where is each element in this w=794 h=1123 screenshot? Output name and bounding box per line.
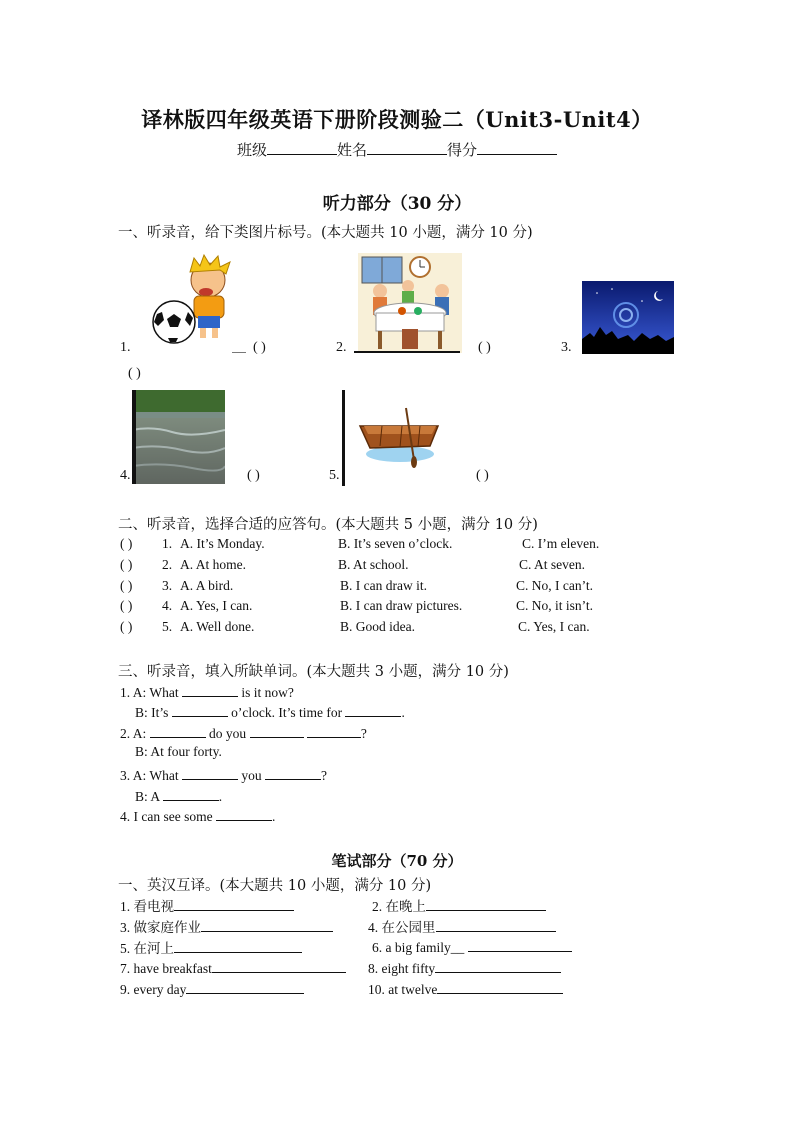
part3-line-4: 4. I can see some . — [120, 806, 275, 825]
part2-row-4-b: B. I can draw pictures. — [340, 598, 463, 613]
part3-blank-3[interactable] — [345, 702, 401, 717]
part2-row-5-b: B. Good idea. — [340, 619, 415, 634]
part2-row-4-num: 4. — [162, 598, 173, 613]
translate-item-8: 8. eight fifty — [368, 958, 561, 977]
translate-blank-1[interactable] — [174, 896, 294, 911]
part2-row-2-paren[interactable]: ( ) — [120, 557, 133, 572]
part2-row-2-b: B. At school. — [338, 557, 409, 572]
translate-blank-4[interactable] — [436, 917, 556, 932]
translate-blank-6[interactable] — [468, 937, 572, 952]
picture-3-number: 3. — [561, 340, 572, 355]
part3-blank-2[interactable] — [172, 702, 228, 717]
translate-blank-3[interactable] — [201, 917, 333, 932]
student-info-line — [0, 139, 794, 160]
part2-row-1-c: C. I’m eleven. — [522, 536, 600, 551]
translate-blank-5[interactable] — [174, 938, 302, 953]
part3-blank-10[interactable] — [216, 806, 272, 821]
part2-row-5-paren[interactable]: ( ) — [120, 619, 133, 634]
picture-1-answer[interactable]: ( ) — [253, 340, 266, 355]
part2-row-5-c: C. Yes, I can. — [518, 619, 590, 634]
translate-blank-7[interactable] — [212, 958, 346, 973]
translate-item-4: 4. 在公园里 — [368, 916, 556, 936]
picture-3-answer[interactable]: ( ) — [128, 366, 141, 381]
part2-row-4-paren[interactable]: ( ) — [120, 598, 133, 613]
part2-row-1-paren[interactable]: ( ) — [120, 536, 133, 551]
translate-item-6: 6. a big family__ — [372, 937, 572, 956]
part3-line-2b: B: At four forty. — [135, 744, 222, 759]
translate-item-5: 5. 在河上 — [120, 937, 302, 957]
part2-row-2-c: C. At seven. — [519, 557, 585, 572]
part3-line-3a: 3. A: What you ? — [120, 765, 327, 784]
part2-row-3-b: B. I can draw it. — [340, 578, 427, 593]
part3-blank-9[interactable] — [163, 786, 219, 801]
picture-1-underline — [232, 352, 246, 353]
picture-2-answer[interactable]: ( ) — [478, 340, 491, 355]
part2-row-2-num: 2. — [162, 557, 173, 572]
listening-part1-instruction: 一、听录音，给下类图片标号。(本大题共 10 小题，满分 10 分) — [118, 225, 533, 241]
name-blank[interactable] — [367, 140, 447, 155]
written-section-header: 笔试部分（70 分） — [331, 852, 463, 870]
part3-blank-7[interactable] — [182, 765, 238, 780]
part3-line-3b: B: A . — [135, 786, 222, 805]
part3-blank-1[interactable] — [182, 682, 238, 697]
picture-5-number: 5. — [329, 468, 340, 483]
score-label: 得分 — [447, 141, 478, 159]
part2-row-2-a: A. At home. — [180, 557, 246, 572]
score-blank[interactable] — [477, 140, 557, 155]
translate-item-7: 7. have breakfast — [120, 958, 346, 977]
translate-item-2: 2. 在晚上 — [372, 895, 546, 915]
translate-item-1: 1. 看电视 — [120, 895, 294, 915]
translate-item-9: 9. every day — [120, 979, 304, 998]
listening-part3-instruction: 三、听录音，填入所缺单词。(本大题共 3 小题，满分 10 分) — [118, 664, 509, 680]
picture-4-number: 4. — [120, 468, 131, 483]
picture-2-underline — [354, 351, 460, 353]
part3-blank-4[interactable] — [150, 723, 206, 738]
listening-section-header: 听力部分（30 分） — [322, 194, 472, 214]
picture-5-answer[interactable]: ( ) — [476, 468, 489, 483]
part2-row-5-num: 5. — [162, 619, 173, 634]
part3-line-1b: B: It’s o’clock. It’s time for . — [135, 702, 405, 721]
part2-row-3-paren[interactable]: ( ) — [120, 578, 133, 593]
part2-row-1-a: A. It’s Monday. — [180, 536, 265, 551]
listening-part2-instruction: 二、听录音，选择合适的应答句。(本大题共 5 小题，满分 10 分) — [118, 517, 538, 533]
translate-blank-9[interactable] — [186, 979, 304, 994]
night-sky-icon — [582, 281, 674, 354]
translate-item-10: 10. at twelve — [368, 979, 563, 998]
picture-2-number: 2. — [336, 340, 347, 355]
name-label: 姓名 — [336, 141, 367, 159]
part2-row-3-a: A. A bird. — [180, 578, 234, 593]
part2-row-1-num: 1. — [162, 536, 173, 551]
part3-blank-8[interactable] — [265, 765, 321, 780]
part3-blank-5[interactable] — [250, 723, 304, 738]
part3-line-1a: 1. A: What is it now? — [120, 682, 294, 701]
translate-blank-10[interactable] — [437, 979, 563, 994]
part2-row-3-num: 3. — [162, 578, 173, 593]
part2-row-3-c: C. No, I can’t. — [516, 578, 593, 593]
boat-icon — [342, 390, 442, 486]
part2-row-4-a: A. Yes, I can. — [180, 598, 253, 613]
class-label: 班级 — [236, 141, 267, 159]
translate-item-3: 3. 做家庭作业 — [120, 916, 333, 936]
part3-line-2a: 2. A: do you ? — [120, 723, 367, 742]
translate-blank-8[interactable] — [435, 958, 561, 973]
part3-blank-6[interactable] — [307, 723, 361, 738]
written-part1-instruction: 一、英汉互译。(本大题共 10 小题，满分 10 分) — [118, 878, 432, 894]
family-dinner-icon — [358, 253, 462, 353]
soccer-boy-icon — [148, 252, 240, 347]
part2-row-1-b: B. It’s seven o’clock. — [338, 536, 453, 551]
river-icon — [132, 390, 225, 484]
translate-blank-2[interactable] — [426, 896, 546, 911]
part2-row-5-a: A. Well done. — [180, 619, 255, 634]
part2-row-4-c: C. No, it isn’t. — [516, 598, 594, 613]
page-title: 译林版四年级英语下册阶段测验二（Unit3-Unit4） — [141, 107, 653, 132]
picture-4-answer[interactable]: ( ) — [247, 468, 260, 483]
class-blank[interactable] — [267, 140, 337, 155]
picture-1-number: 1. — [120, 340, 131, 355]
